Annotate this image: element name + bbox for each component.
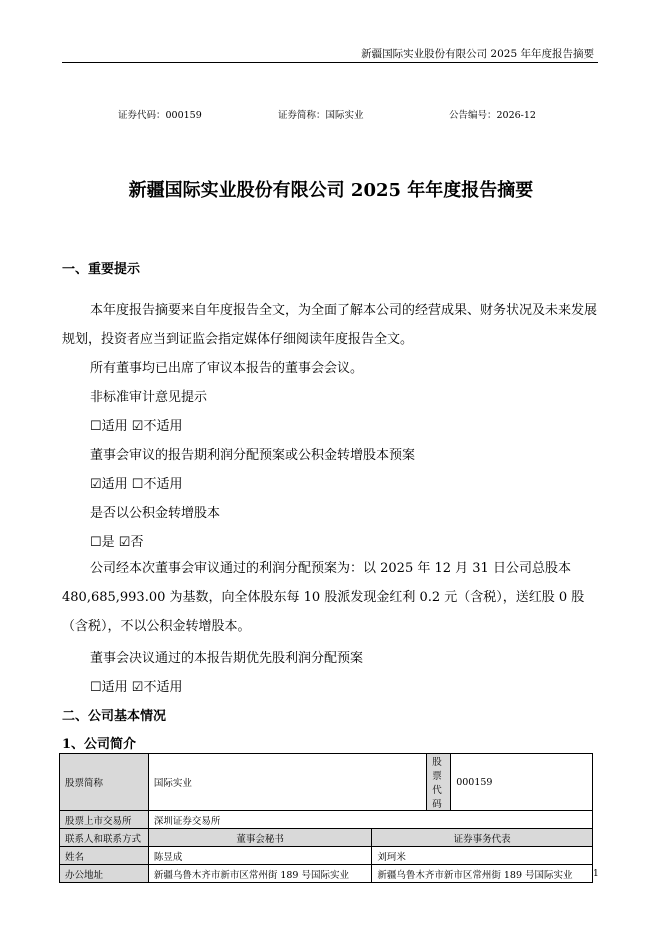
board-attendance-text: 所有董事均已出席了审议本报告的董事会会议。 — [90, 361, 364, 376]
table-row — [60, 811, 593, 829]
capital-reserve-title: 是否以公积金转增股本 — [90, 506, 221, 521]
secretary-header: 董事会秘书 — [148, 829, 372, 847]
securities-rep-address: 新疆乌鲁木齐市新市区常州街 189 号国际实业 — [372, 865, 593, 883]
contact-label: 联系人和联系方式 — [60, 829, 149, 847]
section-heading-important: 一、重要提示 — [62, 262, 141, 277]
subsection-company-profile: 1、公司简介 — [62, 737, 137, 752]
profit-distribution-paragraph: 公司经本次董事会审议通过的利润分配预案为：以 2025 年 12 月 31 日公司总股本 480,685,993.00 为基数，向全体股东每 10 股派发现金红利 0.2 元（含税），送红股 0 股（含税），不以公积金转增股本。 — [62, 561, 585, 634]
preferred-stock-choice: ☐适用 ☑不适用 — [90, 680, 183, 695]
profit-plan-choice: ☑适用 ☐不适用 — [90, 477, 183, 492]
page-number: 1 — [593, 869, 599, 879]
running-header: 新疆国际实业股份有限公司 2025 年年度报告摘要 — [361, 48, 594, 60]
securities-rep-name: 刘珂米 — [372, 847, 593, 865]
stock-abbreviation: 证券简称：国际实业 — [278, 110, 364, 121]
audit-opinion-title: 非标准审计意见提示 — [90, 390, 208, 405]
stock-code-label: 股票代码 — [427, 754, 451, 811]
summary-paragraph: 本年度报告摘要来自年度报告全文，为全面了解本公司的经营成果、财务状况及未来发展规划，投资者应当到证监会指定媒体仔细阅读年度报告全文。 — [62, 303, 598, 347]
name-label: 姓名 — [60, 847, 149, 865]
audit-opinion-choice: ☐适用 ☑不适用 — [90, 419, 183, 434]
section-heading-basic-info: 二、公司基本情况 — [62, 709, 167, 724]
stock-code-value: 000159 — [451, 754, 593, 811]
notice-number: 公告编号：2026-12 — [449, 110, 536, 121]
exchange-label: 股票上市交易所 — [60, 811, 149, 829]
header-rule — [62, 62, 598, 63]
address-label: 办公地址 — [60, 865, 149, 883]
table-row — [60, 847, 593, 865]
table-row — [60, 829, 593, 847]
exchange-value: 深圳证券交易所 — [148, 811, 592, 829]
document-title: 新疆国际实业股份有限公司 2025 年年度报告摘要 — [128, 180, 534, 201]
capital-reserve-choice: ☐是 ☑否 — [90, 535, 144, 550]
secretary-name: 陈昱成 — [148, 847, 372, 865]
stock-abbr-label: 股票简称 — [60, 754, 149, 811]
stock-code: 证券代码：000159 — [118, 110, 202, 121]
secretary-address: 新疆乌鲁木齐市新市区常州街 189 号国际实业 — [148, 865, 372, 883]
table-row — [60, 754, 593, 811]
company-profile-table — [59, 753, 593, 883]
profit-plan-title: 董事会审议的报告期利润分配预案或公积金转增股本预案 — [90, 448, 416, 463]
table-row — [60, 865, 593, 883]
securities-rep-header: 证券事务代表 — [372, 829, 593, 847]
stock-abbr-value: 国际实业 — [148, 754, 426, 811]
preferred-stock-title: 董事会决议通过的本报告期优先股利润分配预案 — [90, 651, 364, 666]
